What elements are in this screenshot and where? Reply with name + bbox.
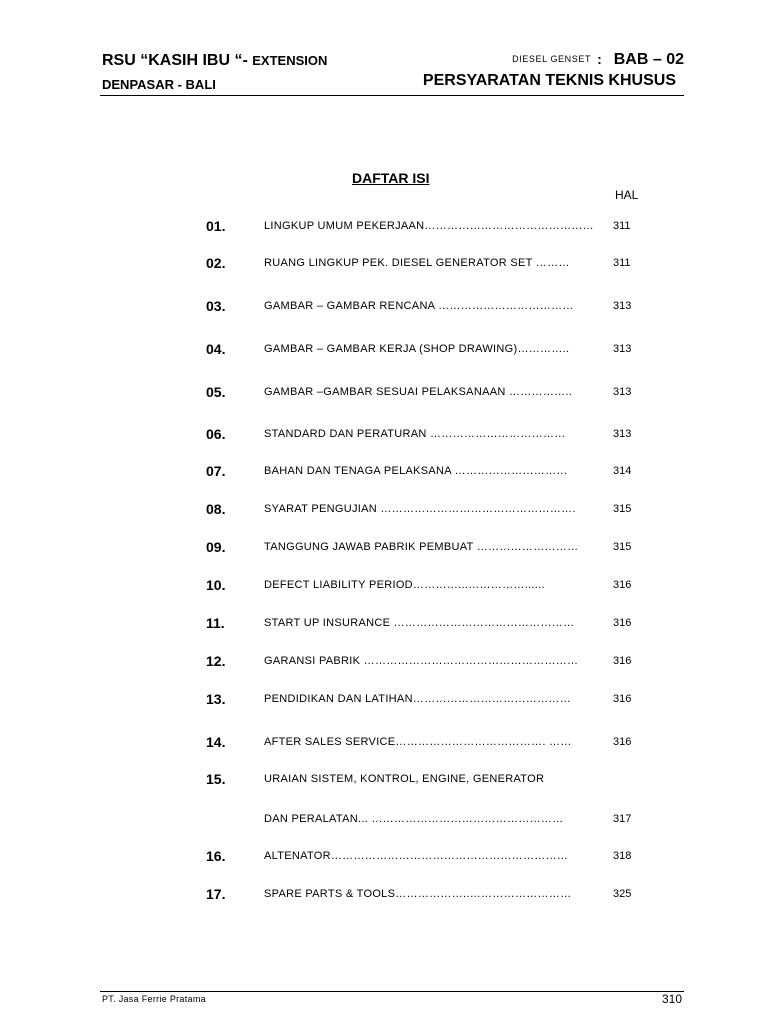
- toc-item-title: PENDIDIKAN DAN LATIHAN……………………………………: [264, 693, 572, 705]
- toc-item-page: 318: [613, 850, 632, 862]
- toc-row: [0, 771, 768, 791]
- toc-item-page: 313: [613, 386, 632, 398]
- toc-row: [0, 886, 768, 906]
- toc-item-title: STANDARD DAN PERATURAN ………………………………: [264, 428, 566, 440]
- toc-row: [0, 539, 768, 559]
- toc-item-title: START UP INSURANCE …………………………………………: [264, 617, 575, 629]
- toc-row: [0, 218, 768, 238]
- toc-item-number: 15.: [206, 771, 226, 787]
- toc-item-page: 316: [613, 579, 632, 591]
- toc-item-number: 09.: [206, 539, 226, 555]
- toc-item-page: 317: [613, 813, 632, 825]
- toc-item-page: 325: [613, 888, 632, 900]
- toc-item-title: RUANG LINGKUP PEK. DIESEL GENERATOR SET ………: [264, 257, 570, 269]
- toc-item-title: SYARAT PENGUJIAN …………………………………………….: [264, 503, 576, 515]
- toc-item-number: 14.: [206, 734, 226, 750]
- footer-page-number: 310: [662, 992, 683, 1006]
- toc-item-page: 316: [613, 693, 632, 705]
- toc-item-title: DEFECT LIABILITY PERIOD…………...……………......: [264, 579, 545, 591]
- toc-row: [0, 501, 768, 521]
- footer-divider: [100, 991, 684, 992]
- page-column-label: HAL: [615, 188, 639, 202]
- toc-row: [0, 463, 768, 483]
- toc-row: [0, 577, 768, 597]
- toc-item-page: 314: [613, 465, 632, 477]
- toc-item-page: 315: [613, 541, 632, 553]
- toc-item-number: 10.: [206, 577, 226, 593]
- chapter-number: BAB – 02: [613, 51, 684, 68]
- chapter-title: PERSYARATAN TEKNIS KHUSUS: [422, 72, 676, 89]
- toc-title: DAFTAR ISI: [352, 170, 430, 186]
- toc-item-page: 313: [613, 428, 632, 440]
- toc-row: [0, 426, 768, 446]
- toc-item-number: 07.: [206, 463, 226, 479]
- toc-item-number: 06.: [206, 426, 226, 442]
- project-name: [102, 52, 327, 70]
- chapter-label: [512, 51, 684, 69]
- toc-item-page: 311: [613, 257, 631, 269]
- section-label: DIESEL GENSET: [512, 54, 592, 64]
- toc-item-page: 316: [613, 736, 632, 748]
- toc-item-title: LINGKUP UMUM PEKERJAAN………………………………………: [264, 220, 594, 232]
- toc-row: [0, 811, 768, 831]
- toc-item-number: 02.: [206, 255, 226, 271]
- toc-item-number: 08.: [206, 501, 226, 517]
- toc-item-title: GAMBAR – GAMBAR RENCANA ………………………………: [264, 300, 574, 312]
- toc-row: [0, 653, 768, 673]
- toc-item-page: 316: [613, 655, 632, 667]
- toc-item-number: 05.: [206, 384, 226, 400]
- toc-row: [0, 298, 768, 318]
- toc-item-title: GAMBAR –GAMBAR SESUAI PELAKSANAAN ……………..: [264, 386, 573, 398]
- header-divider: [100, 95, 684, 96]
- toc-item-number: 12.: [206, 653, 226, 669]
- toc-item-number: 13.: [206, 691, 226, 707]
- toc-item-number: 03.: [206, 298, 226, 314]
- toc-item-title: ALTENATOR………………………………………………………: [264, 850, 569, 862]
- toc-row: [0, 341, 768, 361]
- footer-company: PT. Jasa Ferrie Pratama: [102, 994, 206, 1004]
- chapter-colon: :: [597, 51, 602, 67]
- toc-item-title: DAN PERALATAN... ……………………………………………: [264, 813, 564, 825]
- toc-item-number: 04.: [206, 341, 226, 357]
- toc-item-page: 316: [613, 617, 632, 629]
- project-location: DENPASAR - BALI: [102, 77, 216, 92]
- toc-item-number: 17.: [206, 886, 226, 902]
- toc-item-title: AFTER SALES SERVICE…………………………………. ……: [264, 736, 572, 748]
- toc-item-title: GAMBAR – GAMBAR KERJA (SHOP DRAWING)…………..: [264, 343, 570, 355]
- toc-row: [0, 255, 768, 275]
- toc-row: [0, 848, 768, 868]
- toc-item-number: 16.: [206, 848, 226, 864]
- project-name-main: RSU “KASIH IBU “-: [102, 52, 253, 69]
- toc-item-title: SPARE PARTS & TOOLS………………..………………………: [264, 888, 572, 900]
- toc-item-page: 311: [613, 220, 631, 232]
- toc-item-page: 313: [613, 343, 632, 355]
- toc-item-title: URAIAN SISTEM, KONTROL, ENGINE, GENERATOR: [264, 773, 545, 785]
- toc-item-page: 313: [613, 300, 632, 312]
- toc-row: [0, 691, 768, 711]
- toc-row: [0, 734, 768, 754]
- toc-item-title: TANGGUNG JAWAB PABRIK PEMBUAT ………………………: [264, 541, 579, 553]
- toc-item-number: 01.: [206, 218, 226, 234]
- toc-row: [0, 615, 768, 635]
- toc-item-title: GARANSI PABRIK …………………………………………………: [264, 655, 579, 667]
- toc-item-title: BAHAN DAN TENAGA PELAKSANA …………………………: [264, 465, 568, 477]
- toc-row: [0, 384, 768, 404]
- project-name-suffix: EXTENSION: [252, 53, 328, 68]
- toc-item-number: 11.: [206, 615, 225, 631]
- toc-item-page: 315: [613, 503, 632, 515]
